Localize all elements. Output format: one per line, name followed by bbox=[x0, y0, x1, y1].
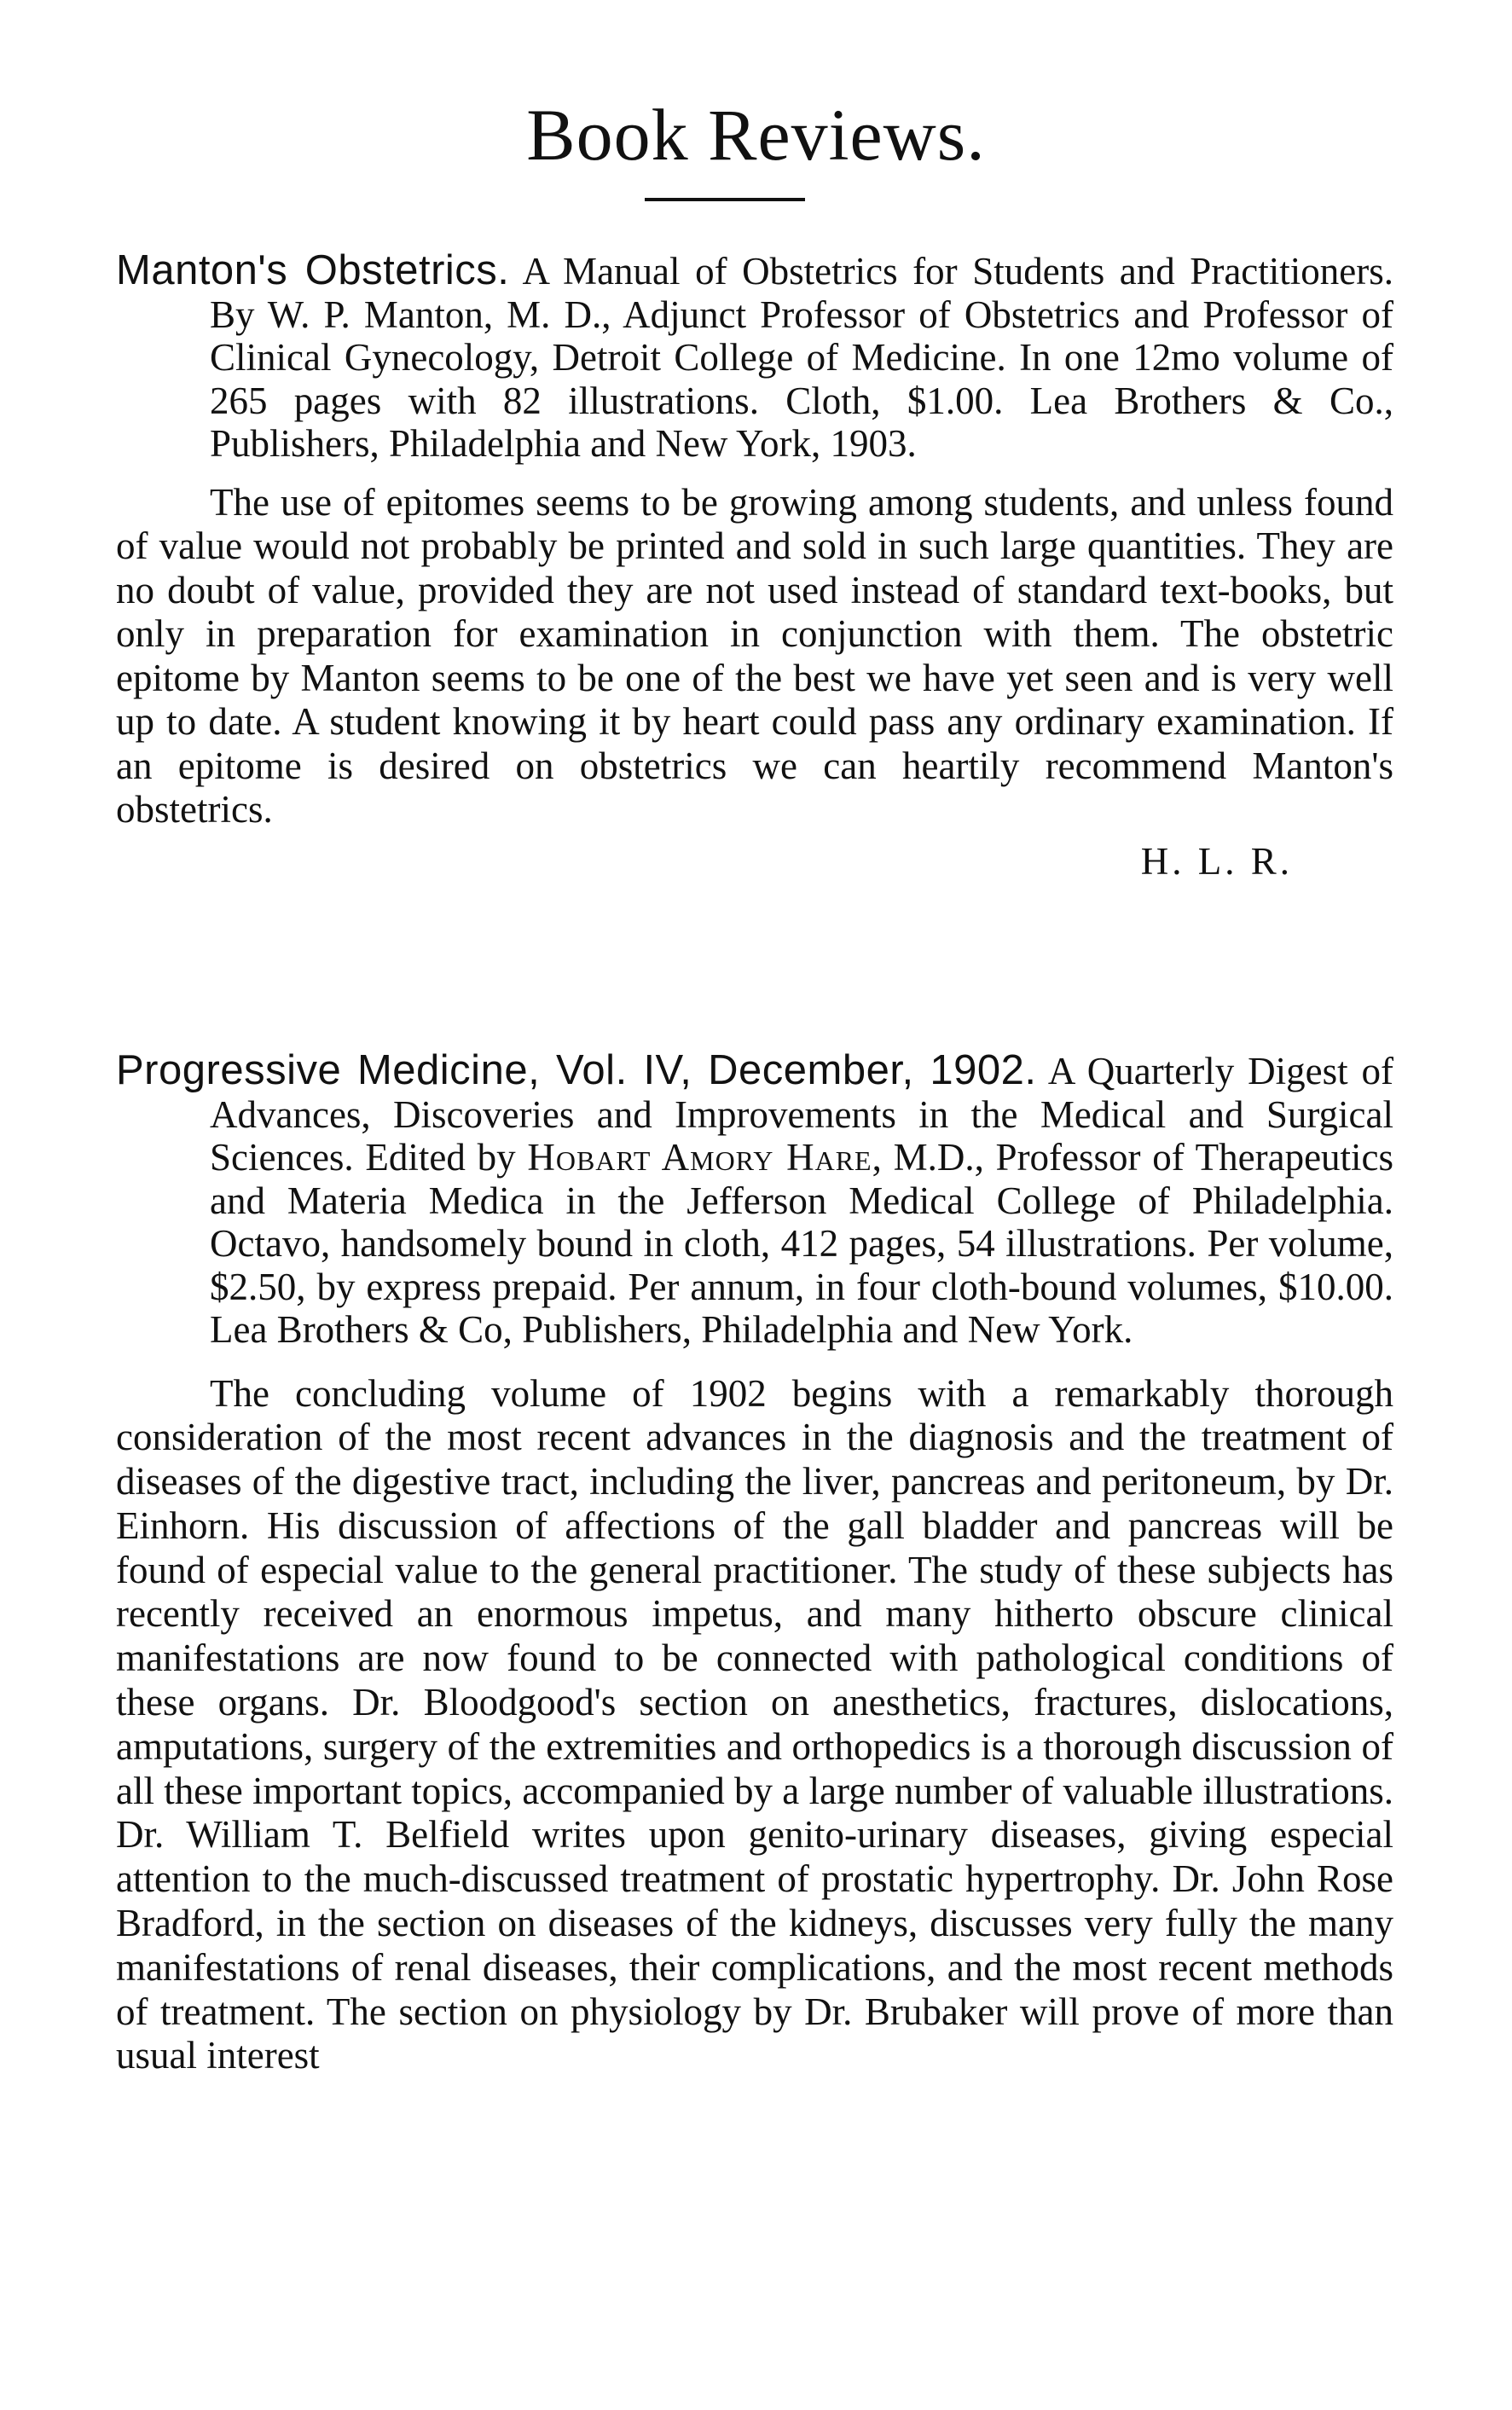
review-citation bbox=[116, 1049, 1393, 1352]
page-title: Book Reviews. bbox=[526, 94, 986, 176]
book-title: Manton's Obstetrics. bbox=[116, 247, 510, 293]
book-title: Progressive Medicine, Vol. IV, December, 1902. bbox=[116, 1047, 1037, 1093]
citation-details: A Manual of Obstetrics for Students and Practitioners. By W. P. Manton, M. D., Adjunct Professor of Obstetrics and Professor of Clinical Gynecology, Detroit College of Medicine. In one 12mo volume of 265 pages with 82 illustrations. Cloth, $1.00. Lea Brothers & Co., Publishers, Philadelphia and New York, 1903. bbox=[210, 250, 1393, 465]
citation-details: A Quarterly Digest of Advances, Discoveries and Improvements in the Medical and Surgical Sciences. Edited by bbox=[210, 1050, 1393, 1179]
review-progressive-medicine bbox=[116, 1049, 1393, 2078]
review-body: The use of epitomes seems to be growing among students, and unless found of value would not probably be printed and sold in such large quantities. They are no doubt of value, provided they are not used instead of standard text-books, but only in preparation for examination in conjunction with them. The obstetric epitome by Manton seems to be one of the best we have yet seen and is very well up to date. A student knowing it by heart could pass any ordinary examination. If an epitome is desired on obstetrics we can heartily recommend Manton's obstetrics. bbox=[116, 480, 1393, 831]
review-body: The concluding volume of 1902 begins with a remarkably thorough consideration of the most recent advances in the diagnosis and the treatment of diseases of the digestive tract, including the liver, pancreas and peritoneum, by Dr. Einhorn. His discussion of affections of the gall bladder and pancreas will be found of especial value to the general practitioner. The study of these subjects has recently received an enormous impetus, and many hitherto obscure clinical manifestations are now found to be connected with pathological conditions of these organs. Dr. Bloodgood's section on anesthetics, fractures, dislocations, amputations, surgery of the extremities and orthopedics is a thorough discussion of all these important topics, accompanied by a large number of valuable illustrations. Dr. William T. Belfield writes upon genito-urinary diseases, giving especial attention to the much-discussed treatment of prostatic hypertrophy. Dr. John Rose Bradford, in the section on diseases of the kidneys, discusses very fully the many manifestations of renal diseases, their complications, and the most recent methods of treatment. The section on physiology by Dr. Brubaker will prove of more than usual interest bbox=[116, 1371, 1393, 2077]
review-manton-obstetrics bbox=[116, 249, 1393, 883]
editor-name: Hobart Amory Hare bbox=[527, 1136, 872, 1179]
reviewer-signature: H. L. R. bbox=[1140, 839, 1293, 883]
title-divider bbox=[645, 198, 805, 201]
review-citation bbox=[116, 249, 1393, 466]
citation-details-continued: , M.D., Professor of Therapeutics and Materia Medica in the Jefferson Medical College of Philadelphia. Octavo, handsomely bound in cloth, 412 pages, 54 illustrations. Per volume, $2.50, by express prepaid. Per annum, in four cloth-bound volumes, $10.00. Lea Brothers & Co, Publishers, Philadelphia and New York. bbox=[210, 1136, 1394, 1351]
